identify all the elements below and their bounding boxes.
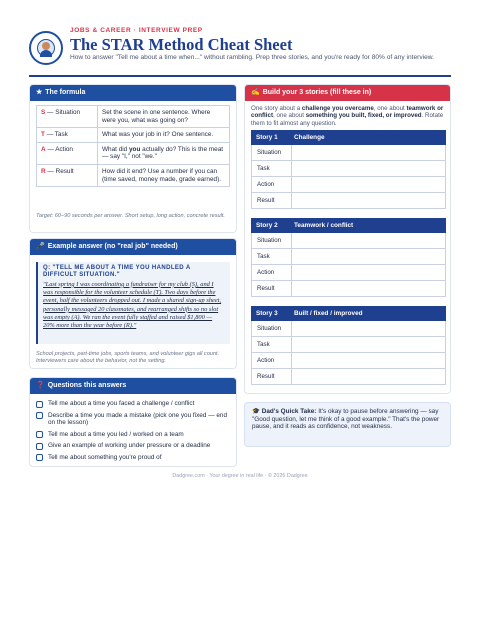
question-item[interactable]: Give an example of working under pressure or a deadline xyxy=(36,442,230,450)
kicker: JOBS & CAREER · INTERVIEW PREP xyxy=(70,27,203,34)
row-label: Result xyxy=(252,193,292,208)
story-3-table xyxy=(251,306,446,385)
story-row[interactable] xyxy=(251,233,446,249)
stories-intro: One story about a challenge you overcame, one about teamwork or conflict, one about something you built, fixed, or improved. Rotate them to fit almost any question. xyxy=(251,105,444,127)
example-heading: 🎤 Example answer (no "real job" needed) xyxy=(30,239,236,255)
row-label: Situation xyxy=(252,145,292,160)
row-label: Task xyxy=(252,337,292,352)
formula-row-action xyxy=(37,142,230,164)
formula-text: What was your job in it? One sentence. xyxy=(98,128,230,143)
row-label: Situation xyxy=(252,321,292,336)
write-in-field[interactable] xyxy=(292,369,445,384)
formula-row-result xyxy=(37,164,230,186)
write-in-field[interactable] xyxy=(292,145,445,160)
formula-word: — Action xyxy=(47,145,73,153)
graduation-cap-icon: 🎓 xyxy=(252,408,260,415)
story-row[interactable] xyxy=(251,177,446,193)
story-header: Story 3 Built / fixed / improved xyxy=(251,306,446,321)
page-subtitle: How to answer "Tell me about a time when..." without rambling. Prep three stories, and you're ready for 80% of any interview. xyxy=(70,54,435,61)
footer: Dadgree.com · Your degree in real life · © 2026 Dadgree xyxy=(172,473,308,479)
write-in-field[interactable] xyxy=(292,161,445,176)
story-row[interactable] xyxy=(251,337,446,353)
formula-card xyxy=(29,84,237,233)
row-label: Action xyxy=(252,177,292,192)
story-row[interactable] xyxy=(251,145,446,161)
tip-text: It's okay to pause before answering — say "Good question, let me think of a good example." That's the power pause, and it reads as confidence, not weakness. xyxy=(252,408,440,431)
example-quote xyxy=(36,262,230,344)
tip-label: Dad's Quick Take: xyxy=(261,408,317,415)
row-label: Situation xyxy=(252,233,292,248)
write-in-field[interactable] xyxy=(292,281,445,296)
formula-table xyxy=(36,105,230,187)
example-answer: "Last spring I was coordinating a fundraiser for my club (S), and I was responsible for the volunteer schedule (T). Two days before the event, half the volunteers dropped out. I made a shared sign-up sheet, personally messaged 20 classmates, and rearranged shifts so no slot was empty (A). We ran the event fully staffed and raised $1,800 — 20% more than the year before (R)." xyxy=(43,280,222,330)
formula-text: How did it end? Use a number if you can (time saved, money made, grade earned). xyxy=(98,164,230,186)
row-label: Result xyxy=(252,369,292,384)
header-divider xyxy=(29,75,451,77)
stories-heading: ✍ Build your 3 stories (fill these in) xyxy=(245,85,450,101)
story-header: Story 2 Teamwork / conflict xyxy=(251,218,446,233)
row-label: Task xyxy=(252,249,292,264)
question-item[interactable]: Describe a time you made a mistake (pick one you fixed — end on the lesson) xyxy=(36,412,230,427)
stories-card xyxy=(244,84,451,394)
story-row[interactable] xyxy=(251,369,446,385)
story-row[interactable] xyxy=(251,193,446,209)
checkbox[interactable] xyxy=(36,412,43,419)
formula-letter: A xyxy=(41,145,46,153)
write-in-field[interactable] xyxy=(292,193,445,208)
microphone-icon: 🎤 xyxy=(36,243,45,250)
story-row[interactable] xyxy=(251,321,446,337)
formula-text: Set the scene in one sentence. Where were you, what was going on? xyxy=(98,106,230,128)
formula-row-situation xyxy=(37,106,230,128)
graduate-avatar-icon xyxy=(29,31,63,65)
write-in-field[interactable] xyxy=(292,337,445,352)
checkbox[interactable] xyxy=(36,454,43,461)
story-row[interactable] xyxy=(251,353,446,369)
formula-note: Target: 60–90 seconds per answer. Short setup, long action, concrete result. xyxy=(36,213,225,219)
row-label: Action xyxy=(252,353,292,368)
questions-heading: ❓ Questions this answers xyxy=(30,378,236,394)
questions-card xyxy=(29,377,237,467)
formula-row-task xyxy=(37,128,230,143)
story-row[interactable] xyxy=(251,249,446,265)
write-in-field[interactable] xyxy=(292,321,445,336)
write-in-field[interactable] xyxy=(292,177,445,192)
question-item[interactable]: Tell me about a time you faced a challenge / conflict xyxy=(36,400,230,408)
pencil-hand-icon: ✍ xyxy=(251,89,260,96)
question-item[interactable]: Tell me about something you're proud of xyxy=(36,454,230,462)
formula-letter: S xyxy=(41,109,46,116)
formula-letter: T xyxy=(41,131,45,139)
checkbox[interactable] xyxy=(36,443,43,450)
row-label: Action xyxy=(252,265,292,280)
checkbox[interactable] xyxy=(36,431,43,438)
formula-text: What did you actually do? This is the meat — say "I," not "we." xyxy=(98,142,230,164)
example-note: School projects, part-time jobs, sports teams, and volunteer gigs all count. Interviewers care about the behavior, not the setting. xyxy=(36,351,220,364)
question-item[interactable]: Tell me about a time you led / worked on a team xyxy=(36,431,230,439)
write-in-field[interactable] xyxy=(292,353,445,368)
page-title: The STAR Method Cheat Sheet xyxy=(70,35,293,54)
checkbox[interactable] xyxy=(36,401,43,408)
formula-heading: ★ The formula xyxy=(30,85,236,101)
formula-letter: R xyxy=(41,167,46,175)
question-mark-icon: ❓ xyxy=(36,382,45,389)
example-question: Q: "TELL ME ABOUT A TIME YOU HANDLED A DIFFICULT SITUATION." xyxy=(43,265,191,279)
quick-take-tip xyxy=(244,402,451,447)
formula-word: — Situation xyxy=(47,109,81,116)
questions-list xyxy=(36,400,230,466)
example-card xyxy=(29,238,237,369)
row-label: Result xyxy=(252,281,292,296)
write-in-field[interactable] xyxy=(292,233,445,248)
story-1-table xyxy=(251,130,446,209)
formula-word: — Result xyxy=(47,167,74,175)
story-header: Story 1 Challenge xyxy=(251,130,446,145)
formula-word: — Task xyxy=(46,131,68,139)
row-label: Task xyxy=(252,161,292,176)
story-row[interactable] xyxy=(251,265,446,281)
story-2-table xyxy=(251,218,446,297)
write-in-field[interactable] xyxy=(292,249,445,264)
star-icon: ★ xyxy=(36,89,43,96)
story-row[interactable] xyxy=(251,161,446,177)
header xyxy=(29,27,451,75)
write-in-field[interactable] xyxy=(292,265,445,280)
story-row[interactable] xyxy=(251,281,446,297)
